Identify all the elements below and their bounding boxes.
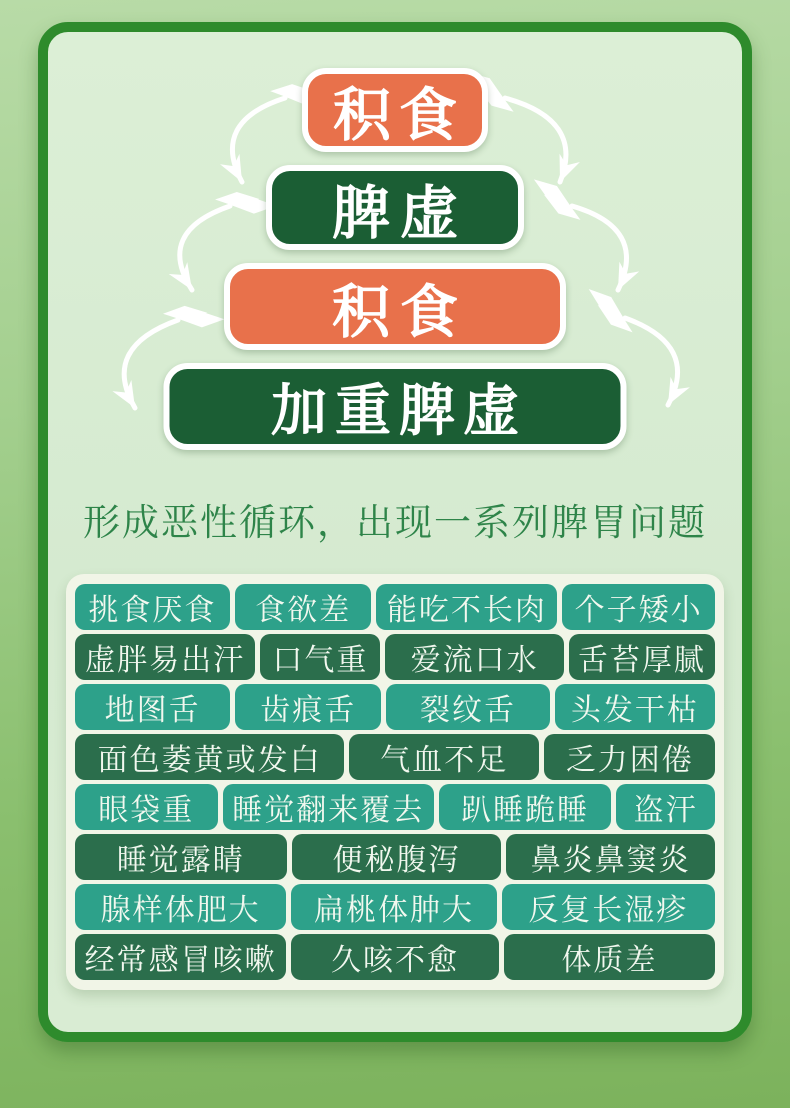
symptom-row (75, 784, 715, 830)
symptom-pill: 趴睡跪睡 (439, 784, 611, 830)
symptom-pill: 虚胖易出汗 (75, 634, 255, 680)
symptom-row (75, 584, 715, 630)
cycle-step-label: 积食 (332, 83, 465, 148)
symptom-panel (66, 574, 724, 990)
symptom-pill: 睡觉翻来覆去 (223, 784, 434, 830)
cycle-step-label: 加重脾虚 (271, 380, 527, 443)
cycle-step-accumulation-1 (302, 68, 488, 152)
infographic-card (38, 22, 752, 1042)
symptom-pill: 反复长湿疹 (502, 884, 715, 930)
symptom-pill: 裂纹舌 (386, 684, 549, 730)
symptom-pill: 腺样体肥大 (75, 884, 286, 930)
symptom-pill: 气血不足 (349, 734, 539, 780)
symptom-pill: 地图舌 (75, 684, 230, 730)
symptom-pill: 头发干枯 (555, 684, 715, 730)
symptom-row (75, 684, 715, 730)
symptom-row (75, 634, 715, 680)
cycle-step-label: 积食 (331, 279, 468, 345)
symptom-pill: 口气重 (260, 634, 380, 680)
symptom-row (75, 734, 715, 780)
symptom-pill: 爱流口水 (385, 634, 563, 680)
symptom-pill: 体质差 (504, 934, 715, 980)
symptom-pill: 舌苔厚腻 (569, 634, 715, 680)
symptom-pill: 扁桃体肿大 (291, 884, 496, 930)
symptom-pill: 盗汗 (616, 784, 715, 830)
symptom-pill: 经常感冒咳嗽 (75, 934, 286, 980)
symptom-pill: 能吃不长肉 (376, 584, 557, 630)
symptom-pill: 久咳不愈 (291, 934, 498, 980)
symptom-pill: 食欲差 (235, 584, 372, 630)
symptom-pill: 面色萎黄或发白 (75, 734, 344, 780)
symptom-pill: 个子矮小 (562, 584, 715, 630)
cycle-step-accumulation-2 (224, 263, 566, 350)
symptom-pill: 挑食厌食 (75, 584, 230, 630)
symptom-pill: 齿痕舌 (235, 684, 381, 730)
cycle-step-worse-spleen-deficiency (164, 363, 627, 450)
symptom-row (75, 834, 715, 880)
symptom-pill: 睡觉露睛 (75, 834, 287, 880)
symptom-pill: 便秘腹泻 (292, 834, 502, 880)
symptom-row (75, 884, 715, 930)
cycle-diagram (48, 32, 742, 472)
headline: 形成恶性循环，出现一系列脾胃问题 (83, 503, 707, 544)
cycle-step-label: 脾虚 (331, 180, 468, 246)
symptom-pill: 鼻炎鼻窦炎 (506, 834, 715, 880)
symptom-row (75, 934, 715, 980)
symptom-pill: 眼袋重 (75, 784, 218, 830)
symptom-pill: 乏力困倦 (544, 734, 715, 780)
cycle-step-spleen-deficiency (266, 165, 524, 250)
